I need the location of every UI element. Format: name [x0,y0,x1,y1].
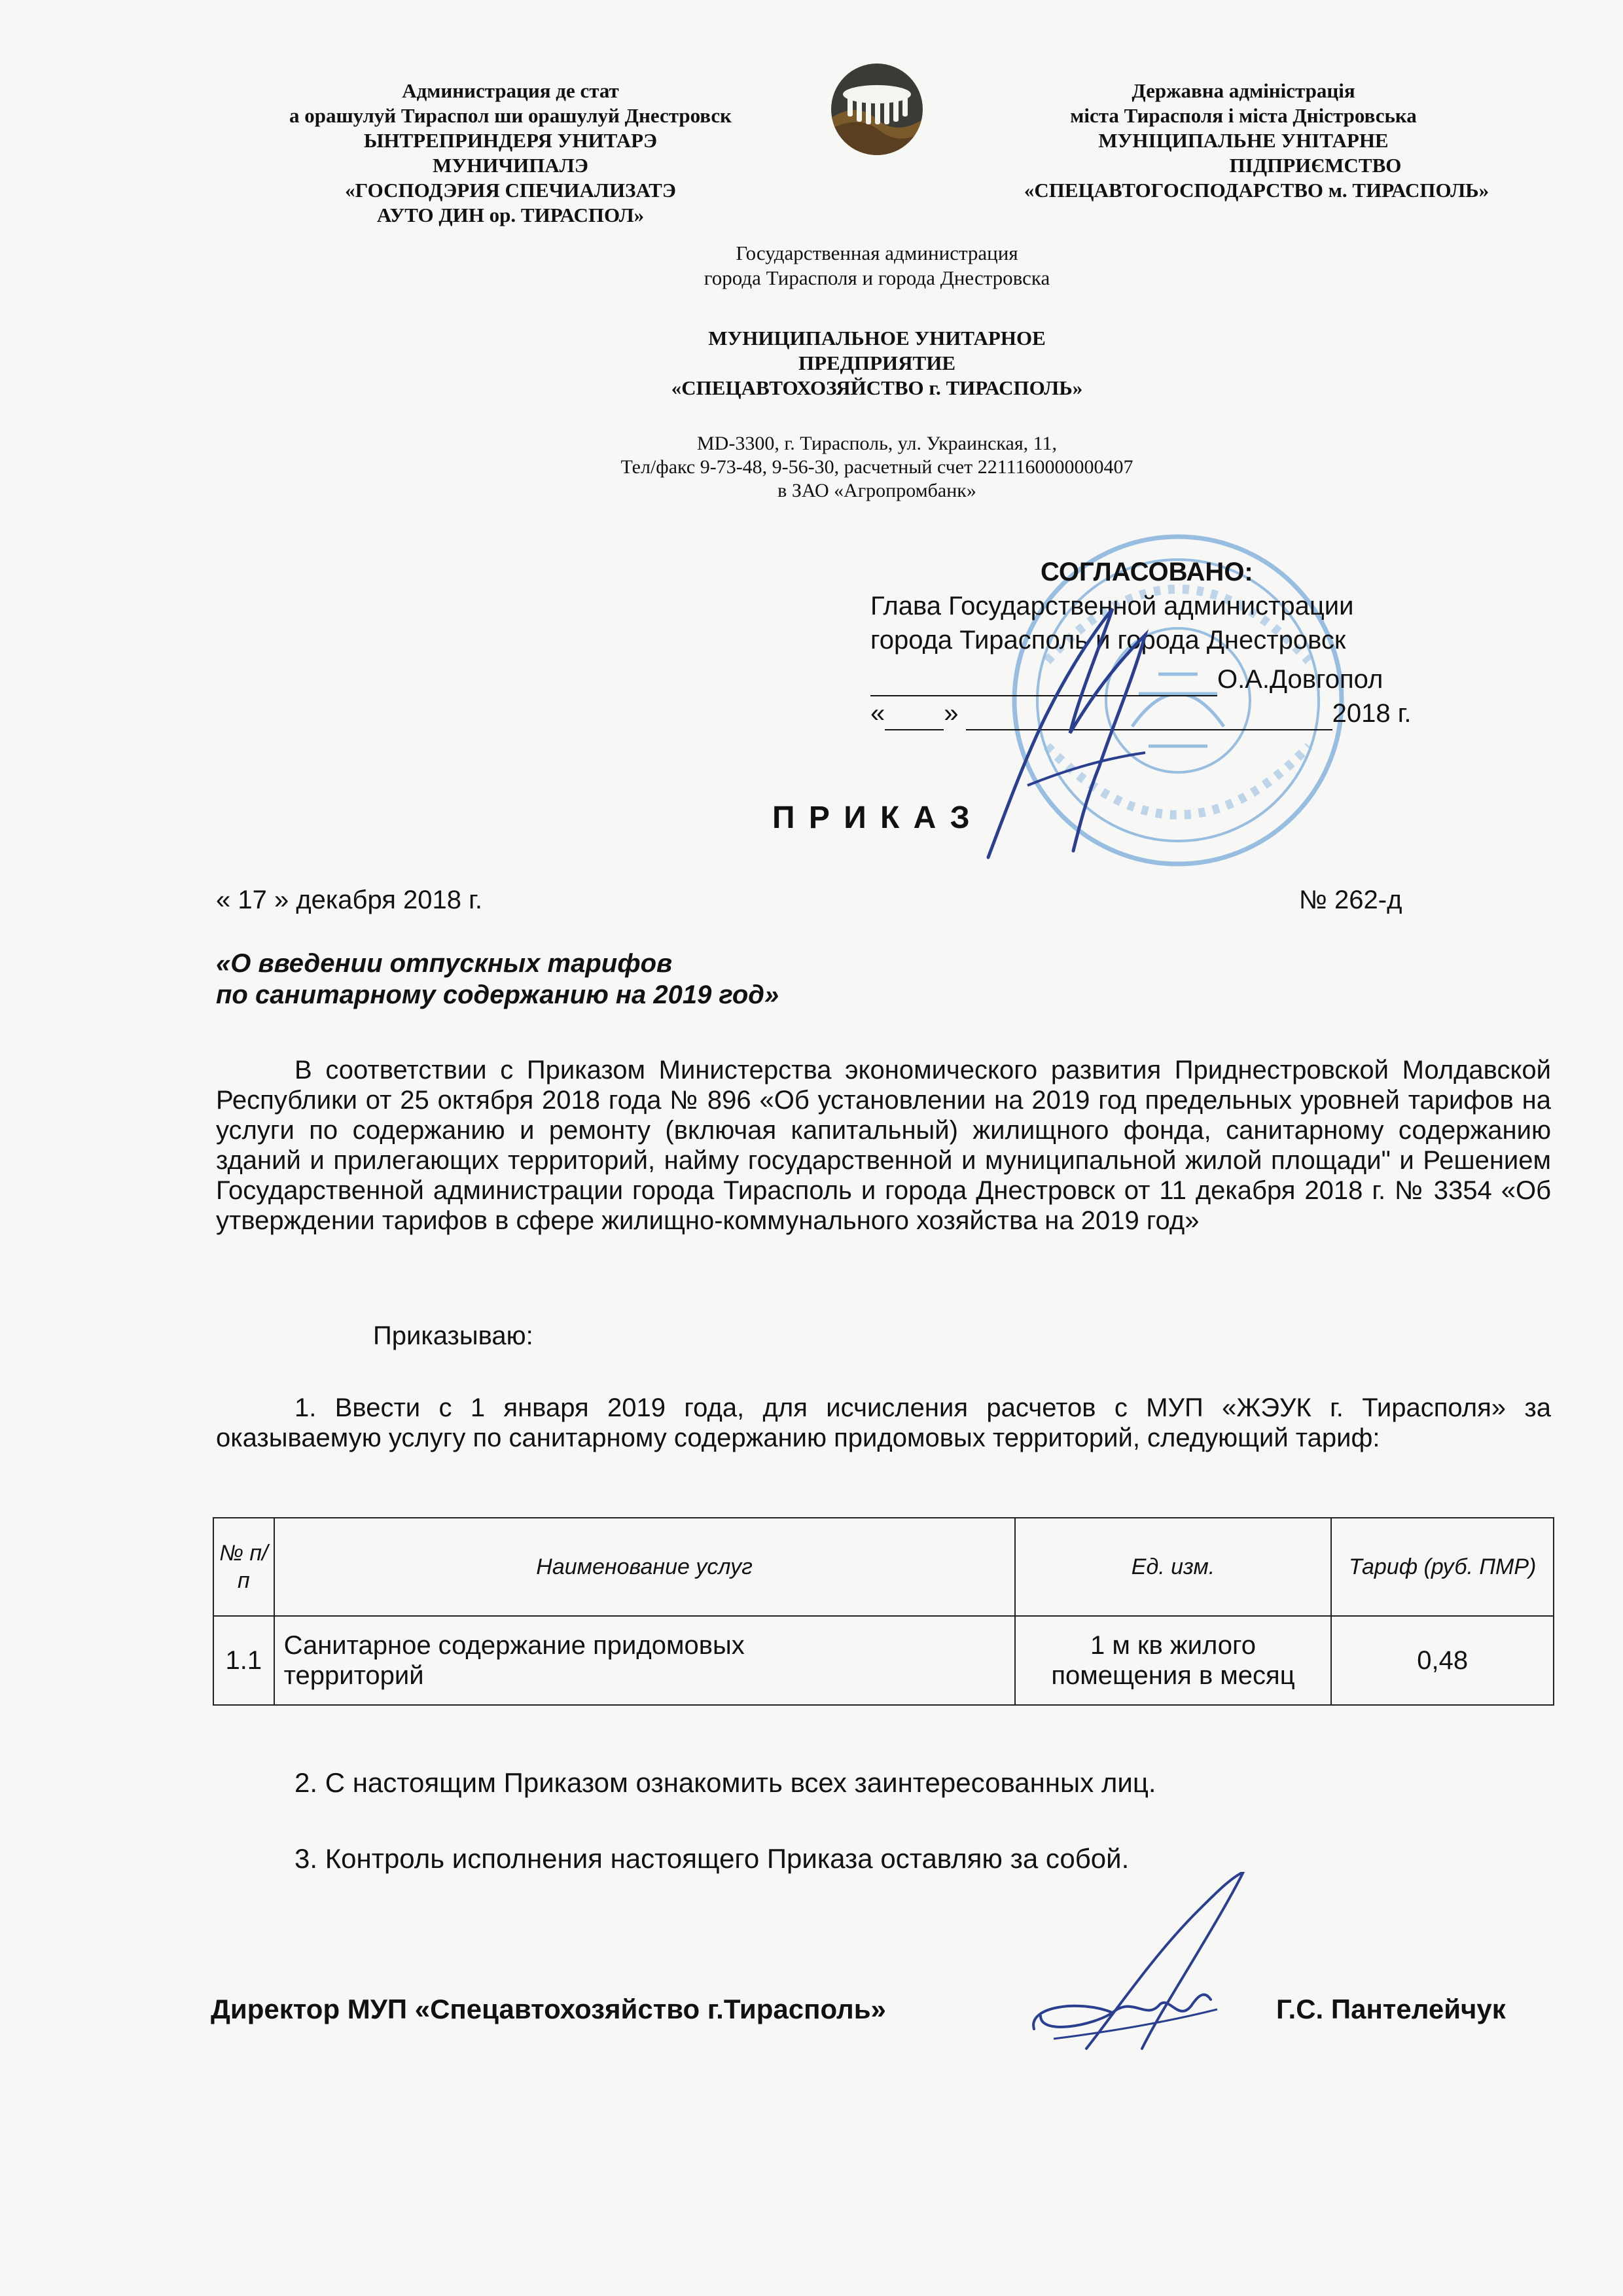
approval-line-2: города Тирасполь и города Днестровск [870,626,1346,655]
letterhead-address [517,432,1237,503]
letterhead-center-admin [550,241,1204,291]
org-line: ПРЕДПРИЯТИЕ [798,351,956,374]
letterhead-left-line: АУТО ДИН ор. ТИРАСПОЛ» [376,204,645,226]
admin-line: города Тирасполя и города Днестровска [704,266,1050,289]
header-cell-tariff: Тариф (руб. ПМР) [1331,1518,1554,1616]
letterhead-right-line: Державна адміністрація [1132,79,1355,102]
row-service-cell: Санитарное содержание придомовых территорий [274,1616,1015,1705]
approval-signer: О.А.Довгопол [1217,665,1383,694]
signature-name: Г.С. Пантелейчук [1276,1994,1506,2024]
address-line: Тел/факс 9-73-48, 9-56-30, расчетный счет 2211160000000407 [620,456,1133,478]
letterhead-right-line: ПІДПРИЄМСТВО [1229,154,1402,177]
approval-signature [949,589,1198,864]
order-number: № 262-д [1299,886,1402,914]
admin-line: Государственная администрация [736,242,1018,264]
letterhead-left-line: МУНИЧИПАЛЭ [433,154,588,177]
row-tariff-cell: 0,48 [1331,1616,1554,1705]
order-subject-line-2: по санитарному содержанию на 2019 год» [216,980,779,1009]
letterhead-left-line: а орашулуй Тираспол ши орашулуй Днестровск [289,104,732,127]
tariff-table [213,1517,1554,1706]
letterhead-right-line: МУНІЦИПАЛЬНЕ УНІТАРНЕ [1098,129,1389,152]
header-cell-service: Наименование услуг [274,1518,1015,1616]
order-item-2: 2. С настоящим Приказом ознакомить всех заинтересованных лиц. [294,1767,1156,1798]
address-line: в ЗАО «Агропромбанк» [777,480,976,501]
order-command: Приказываю: [373,1321,533,1350]
approval-year: 2018 г. [1332,699,1412,728]
letterhead-center-org [550,326,1204,401]
letterhead-right-line: «СПЕЦАВТОГОСПОДАРСТВО м. ТИРАСПОЛЬ» [1024,179,1489,202]
company-logo [828,60,926,158]
letterhead-right-line: міста Тирасполя і міста Дністровська [1070,104,1417,127]
date-close-quote: » [944,699,959,728]
signature-position: Директор МУП «Спецавтохозяйство г.Тирасполь» [211,1994,886,2024]
day-blank [885,703,944,730]
letterhead-left-line: «ГОСПОДЭРИЯ СПЕЧИАЛИЗАТЭ [345,179,676,202]
header-cell-unit: Ед. изм. [1015,1518,1332,1616]
preamble-text: В соответствии с Приказом Министерства экономического развития Приднестровской Молдавской Республики от 25 октября 2018 года № 896 «Об установлении на 2019 год предельных уровней тарифов на услуги по содержанию и ремонту (включая капитальный) жилищного фонда, санитарному содержанию зданий и прилегающих территорий, найму государственной и муниципальной жилой площади" и Решением Государственной администрации города Тирасполь и города Днестровск от 11 декабря 2018 г. № 3354 «Об утверждении тарифов в сфере жилищно-коммунального хозяйства на 2019 год» [216,1056,1551,1235]
order-subject [216,948,779,1011]
order-title: П Р И К А З [772,800,972,835]
letterhead-right [942,79,1544,203]
order-date: « 17 » декабря 2018 г. [216,886,482,914]
header-cell-number: № п/п [213,1518,274,1616]
letterhead-left-line: ЫНТРЕПРИНДЕРЯ УНИТАРЭ [363,129,658,152]
letterhead-left-line: Администрация де стат [402,79,619,102]
order-item-3: 3. Контроль исполнения настоящего Приказа оставляю за собой. [294,1843,1130,1874]
date-open-quote: « [870,699,885,728]
row-number-cell: 1.1 [213,1616,274,1705]
table-row [213,1616,1554,1705]
table-header-row [213,1518,1554,1616]
order-subject-line-1: «О введении отпускных тарифов [216,949,673,978]
address-line: MD-3300, г. Тирасполь, ул. Украинская, 11, [696,433,1058,454]
order-item-1 [216,1393,1551,1453]
org-line: «СПЕЦАВТОХОЗЯЙСТВО г. ТИРАСПОЛЬ» [671,376,1083,399]
order-preamble [216,1055,1551,1236]
org-line: МУНИЦИПАЛЬНОЕ УНИТАРНОЕ [708,327,1046,350]
director-signature [1001,1872,1289,2068]
approval-line-1: Глава Государственной администрации [870,592,1354,620]
item-1-text: 1. Ввести с 1 января 2019 года, для исчисления расчетов с МУП «ЖЭУК г. Тирасполя» за оказываемую услугу по санитарному содержанию придомовых территорий, следующий тариф: [216,1393,1551,1452]
approval-heading: СОГЛАСОВАНО: [1041,558,1253,586]
letterhead-left [216,79,805,228]
row-unit-cell: 1 м кв жилого помещения в месяц [1015,1616,1332,1705]
